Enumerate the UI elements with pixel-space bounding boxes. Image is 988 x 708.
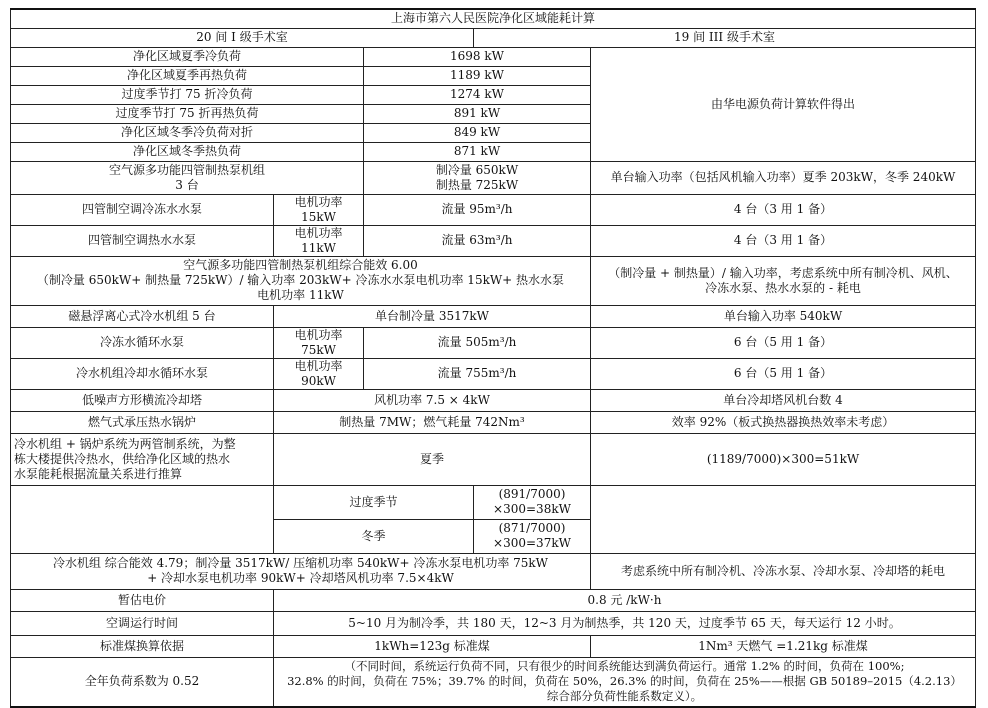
heatpump-efficiency	[11, 256, 591, 305]
pump-power: 电机功率 75kW	[274, 327, 364, 358]
transition-calc-line1: (891/7000)	[498, 487, 566, 501]
heatpump-capacity	[364, 161, 591, 194]
load-label: 净化区域冬季热负荷	[11, 142, 364, 161]
load-value: 1189 kW	[364, 66, 591, 85]
table-row	[11, 194, 976, 225]
season-summer-calc: (1189/7000)×300=51kW	[591, 433, 976, 485]
heatpump-eff-note-line1: （制冷量 + 制热量）/ 输入功率，考虑系统中所有制冷机、风机、	[608, 265, 958, 280]
system-desc-line2: 栋大楼提供冷热水，供给净化区域的热水	[14, 451, 231, 466]
load-label: 过度季节打 75 折再热负荷	[11, 104, 364, 123]
season-winter-calc	[474, 519, 591, 553]
boiler-note: 效率 92%（板式换热器换热效率未考虑）	[591, 411, 976, 433]
loadfactor-line2: 32.8% 的时间，负荷在 75%；39.7% 的时间，负荷在 50%，26.3% 的时间，负荷在 25%——根据 GB 50189–2015（4.2.13）	[287, 674, 962, 689]
table-row	[11, 358, 976, 389]
title-row	[11, 9, 976, 28]
header-left: 20 间 I 级手术室	[11, 28, 474, 47]
pump-label: 冷冻水循环水泵	[11, 327, 274, 358]
pump-flow: 流量 505m³/h	[364, 327, 591, 358]
table-row	[11, 161, 976, 194]
load-value: 849 kW	[364, 123, 591, 142]
chiller-eff-note: 考虑系统中所有制冷机、冷冻水泵、冷却水泵、冷却塔的耗电	[591, 553, 976, 589]
coal-label: 标准煤换算依据	[11, 635, 274, 657]
table-title: 上海市第六人民医院净化区域能耗计算	[11, 9, 976, 28]
chiller-eff-line2: + 冷却水泵电机功率 90kW+ 冷却塔风机功率 7.5×4kW	[147, 571, 454, 585]
runtime-label: 空调运行时间	[11, 611, 274, 635]
pump-power: 电机功率 15kW	[274, 194, 364, 225]
chiller-capacity: 单台制冷量 3517kW	[274, 305, 591, 327]
season-blank	[591, 485, 976, 553]
heatpump-eff-line3: 电机功率 11kW	[257, 288, 344, 302]
system-desc-line3: 水泵能耗根据流量关系进行推算	[14, 466, 183, 481]
heatpump-eff-line2: （制冷量 650kW+ 制热量 725kW）/ 输入功率 203kW+ 冷冻水水泵电机功率 15kW+ 热水水泵	[36, 273, 565, 287]
pump-count: 6 台（5 用 1 备）	[591, 327, 976, 358]
chiller-note: 单台输入功率 540kW	[591, 305, 976, 327]
heatpump-cap-heat: 制热量 725kW	[435, 177, 519, 192]
table-row	[11, 657, 976, 707]
coal-elec: 1kWh=123g 标准煤	[274, 635, 591, 657]
boiler-capacity: 制热量 7MW；燃气耗量 742Nm³	[274, 411, 591, 433]
pump-power: 电机功率 90kW	[274, 358, 364, 389]
pump-flow: 流量 63m³/h	[364, 225, 591, 256]
table-row	[11, 327, 976, 358]
loadfactor-line1: （不同时间，系统运行负荷不同，只有很少的时间系统能达到满负荷运行。通常 1.2% 的时间，负荷在 100%;	[344, 659, 905, 674]
pump-power: 电机功率 11kW	[274, 225, 364, 256]
chiller-label: 磁悬浮离心式冷水机组 5 台	[11, 305, 274, 327]
table-row	[11, 256, 976, 305]
tower-power: 风机功率 7.5 × 4kW	[274, 389, 591, 411]
price-value: 0.8 元 /kW·h	[274, 589, 976, 611]
load-value: 1698 kW	[364, 47, 591, 66]
load-value: 871 kW	[364, 142, 591, 161]
header-row	[11, 28, 976, 47]
header-right: 19 间 III 级手术室	[474, 28, 976, 47]
table-row	[11, 225, 976, 256]
load-label: 净化区域冬季冷负荷对折	[11, 123, 364, 142]
pump-label: 四管制空调热水水泵	[11, 225, 274, 256]
load-value: 891 kW	[364, 104, 591, 123]
runtime-value: 5~10 月为制冷季，共 180 天，12~3 月为制热季，共 120 天，过度季节 65 天，每天运行 12 小时。	[274, 611, 976, 635]
pump-count: 4 台（3 用 1 备）	[591, 194, 976, 225]
transition-calc-line2: ×300=38kW	[493, 502, 571, 516]
pump-flow: 流量 95m³/h	[364, 194, 591, 225]
heatpump-label-line2: 3 台	[175, 177, 199, 192]
load-label: 过度季节打 75 折冷负荷	[11, 85, 364, 104]
heatpump-eff-note	[591, 256, 976, 305]
load-label: 净化区域夏季冷负荷	[11, 47, 364, 66]
heatpump-cap-cool: 制冷量 650kW	[435, 162, 519, 177]
table-row	[11, 611, 976, 635]
season-winter-label: 冬季	[274, 519, 474, 553]
pump-flow: 流量 755m³/h	[364, 358, 591, 389]
tower-label: 低噪声方形横流冷却塔	[11, 389, 274, 411]
winter-calc-line1: (871/7000)	[498, 521, 566, 535]
table-row	[11, 485, 976, 519]
table-row	[11, 411, 976, 433]
season-transition-label: 过度季节	[274, 485, 474, 519]
table-row	[11, 553, 976, 589]
boiler-label: 燃气式承压热水锅炉	[11, 411, 274, 433]
heatpump-label-line1: 空气源多功能四管制热泵机组	[108, 162, 265, 177]
heatpump-eff-line1: 空气源多功能四管制热泵机组综合能效 6.00	[183, 258, 418, 272]
table-row	[11, 635, 976, 657]
pump-label: 四管制空调冷冻水水泵	[11, 194, 274, 225]
loadfactor-label: 全年负荷系数为 0.52	[11, 657, 274, 707]
load-label: 净化区域夏季再热负荷	[11, 66, 364, 85]
energy-table-wrapper	[10, 8, 975, 708]
heatpump-note: 单台输入功率（包括风机输入功率）夏季 203kW，冬季 240kW	[591, 161, 976, 194]
system-description	[11, 433, 274, 485]
pump-count: 4 台（3 用 1 备）	[591, 225, 976, 256]
energy-calculation-table	[10, 8, 976, 708]
table-row	[11, 433, 976, 485]
chiller-eff-line1: 冷水机组 综合能效 4.79；制冷量 3517kW/ 压缩机功率 540kW+ 冷冻水泵电机功率 75kW	[52, 556, 549, 570]
loadfactor-note	[274, 657, 976, 707]
table-row	[11, 305, 976, 327]
heatpump-eff-note-line2: 冷冻水泵、热水水泵的 - 耗电	[705, 280, 861, 295]
loadfactor-line3: 综合部分负荷性能系数定义）。	[546, 689, 703, 704]
system-desc-line1: 冷水机组 + 锅炉系统为两管制系统，为整	[14, 436, 236, 451]
winter-calc-line2: ×300=37kW	[493, 536, 571, 550]
table-row	[11, 389, 976, 411]
system-blank	[11, 485, 274, 553]
season-transition-calc	[474, 485, 591, 519]
load-value: 1274 kW	[364, 85, 591, 104]
chiller-efficiency	[11, 553, 591, 589]
loads-note: 由华电源负荷计算软件得出	[591, 47, 976, 161]
tower-note: 单台冷却塔风机台数 4	[591, 389, 976, 411]
table-row	[11, 589, 976, 611]
coal-gas: 1Nm³ 天燃气 =1.21kg 标准煤	[591, 635, 976, 657]
pump-count: 6 台（5 用 1 备）	[591, 358, 976, 389]
table-row	[11, 47, 976, 66]
heatpump-label	[11, 161, 364, 194]
season-summer-label: 夏季	[274, 433, 591, 485]
pump-label: 冷水机组冷却水循环水泵	[11, 358, 274, 389]
price-label: 暂估电价	[11, 589, 274, 611]
